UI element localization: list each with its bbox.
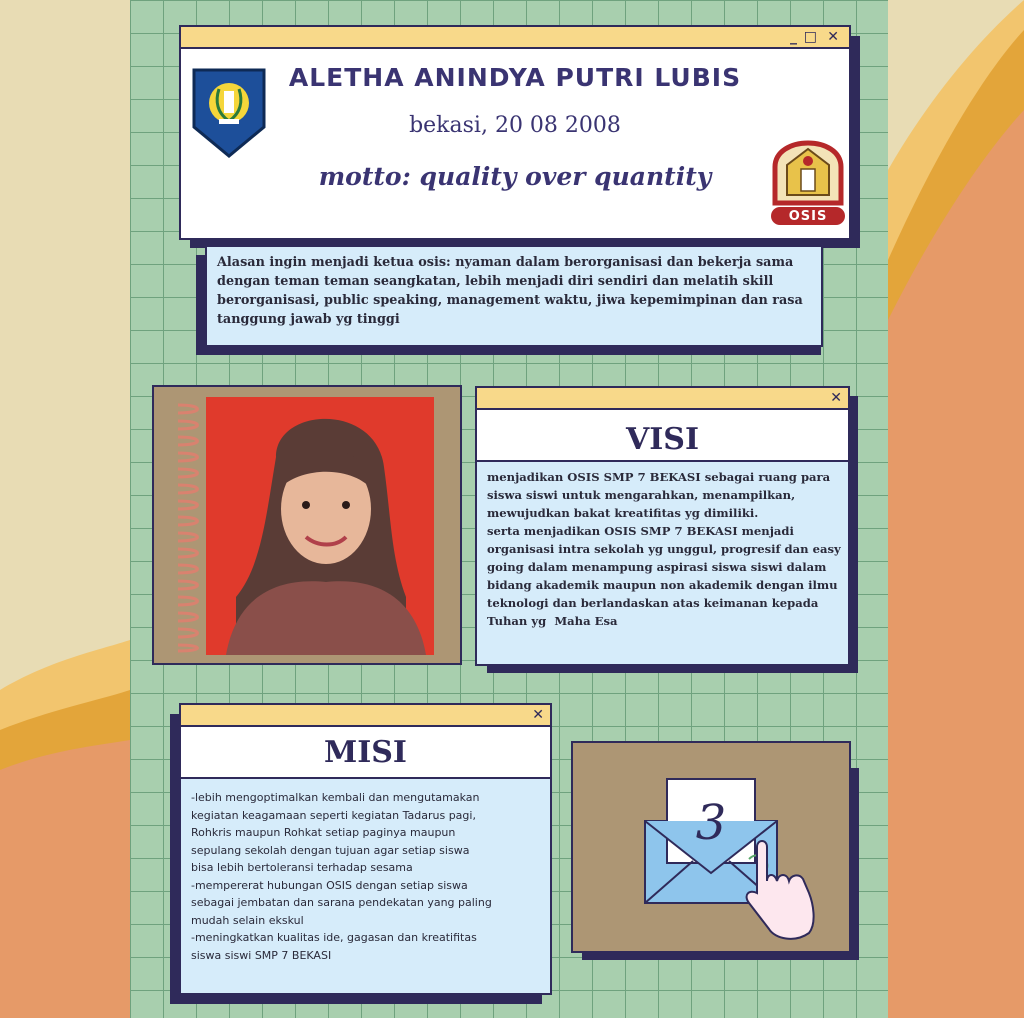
reason-box [205, 245, 823, 347]
misi-line: -mempererat hubungan OSIS dengan setiap siswa [191, 878, 468, 892]
misi-line: kegiatan keagamaan seperti kegiatan Tadarus pagi, [191, 808, 476, 822]
minimize-icon[interactable]: _ [790, 29, 797, 45]
candidate-name: ALETHA ANINDYA PUTRI LUBIS [288, 63, 742, 92]
visi-text [487, 468, 841, 630]
osis-logo [767, 125, 849, 229]
candidate-photo [206, 397, 434, 655]
envelope-number: 3 [695, 795, 727, 851]
misi-line: -lebih mengoptimalkan kembali dan mengutamakan [191, 791, 480, 804]
visi-body [477, 462, 848, 664]
maximize-icon[interactable]: □ [803, 29, 817, 45]
osis-logo-text: OSIS [788, 209, 828, 224]
motto: motto: quality over quantity [318, 162, 712, 191]
header-window [179, 25, 851, 240]
misi-text [191, 789, 540, 964]
visi-line: bidang akademik maupun non akademik dengan ilmu [487, 578, 838, 592]
misi-line: mudah selain ekskul [191, 913, 304, 927]
visi-window [475, 386, 850, 666]
right-decoration [888, 0, 1024, 1018]
misi-close-icon[interactable]: ✕ [532, 707, 544, 723]
misi-line: siswa siswi SMP 7 BEKASI [191, 948, 332, 962]
birth-info: bekasi, 20 08 2008 [409, 113, 621, 138]
reason-text: Alasan ingin menjadi ketua osis: nyaman dalam berorganisasi dan bekerja sama dengan teman teman seangkatan, lebih menjadi diri sendiri dan melatih skill berorganisasi, public speaking, management waktu, jiwa kepemimpinan dan rasa tanggung jawab yg tinggi [217, 255, 803, 327]
photo-frame [152, 385, 462, 665]
visi-titlebar [477, 388, 848, 410]
visi-heading: VISI [625, 422, 699, 457]
visi-line: siswa siswi untuk mengarahkan, menampilkan, [487, 488, 796, 502]
misi-line: sebagai jembatan dan sarana pendekatan yang paling [191, 896, 492, 909]
misi-body [181, 779, 550, 993]
visi-close-icon[interactable]: ✕ [830, 390, 842, 406]
misi-line: Rohkris maupun Rohkat setiap paginya maupun [191, 826, 456, 839]
visi-line: mewujudkan bakat kreatifitas yg dimiliki. [487, 506, 759, 520]
visi-line: menjadikan OSIS SMP 7 BEKASI sebagai ruang para [487, 470, 831, 484]
envelope-frame [571, 741, 851, 953]
visi-line: serta menjadikan OSIS SMP 7 BEKASI menjadi [487, 524, 794, 538]
misi-window [179, 703, 552, 995]
visi-line: teknologi dan berlandaskan atas keimanan kepada [487, 596, 819, 610]
misi-line: sepulang sekolah dengan tujuan agar setiap siswa [191, 843, 470, 857]
misi-line: -meningkatkan kualitas ide, gagasan dan kreatifitas [191, 931, 477, 944]
header-titlebar [181, 27, 849, 49]
misi-heading: MISI [324, 735, 407, 770]
close-icon[interactable]: ✕ [827, 29, 839, 45]
misi-titlebar [181, 705, 550, 727]
visi-line: Tuhan yg Maha Esa [487, 614, 618, 628]
left-decoration [0, 0, 130, 1018]
visi-line: going dalam menampung aspirasi siswa siswi dalam [487, 560, 827, 574]
spiral-binding [174, 401, 214, 657]
visi-line: organisasi intra sekolah yg unggul, progresif dan easy [487, 542, 841, 556]
misi-line: bisa lebih bertoleransi terhadap sesama [191, 861, 413, 874]
